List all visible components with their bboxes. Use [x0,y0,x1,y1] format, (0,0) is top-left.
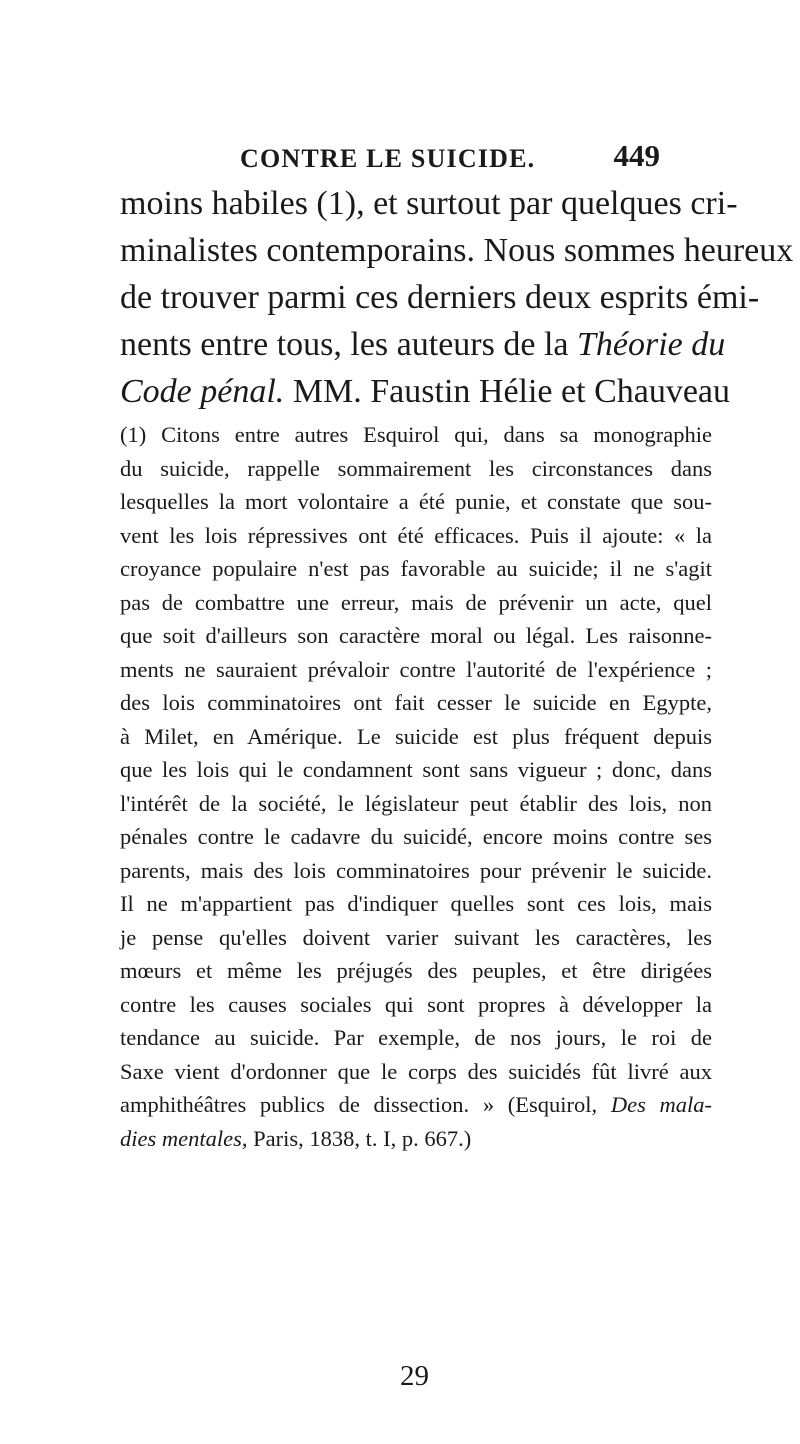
text-fragment: amphithéâtres publics de dissection. » (Esquirol, [120,1092,598,1117]
text-fragment: nents entre tous, les auteurs de la [120,326,569,363]
footnote-line: vent les lois répressives ont été efficaces. Puis il ajoute: « la [120,522,712,548]
text-line [120,368,731,415]
footnote-line: l'intérêt de la société, le législateur peut établir des lois, non [120,790,712,816]
italic-title: Code pénal. [120,373,285,410]
page-number: 449 [613,138,660,173]
footnote-line: parents, mais des lois comminatoires pour prévenir le suicide. [120,857,712,883]
italic-title: Théorie du [576,326,726,363]
running-title: CONTRE LE SUICIDE. [240,144,536,173]
text-line [120,321,726,368]
text-line: moins habiles (1), et surtout par quelques cri- [120,185,738,222]
footnote-line: tendance au suicide. Par exemple, de nos jours, le roi de [120,1025,712,1050]
footnote-line: pas de combattre une erreur, mais de prévenir un acte, quel [120,589,712,615]
footnote-line: des lois comminatoires ont fait cesser le suicide en Egypte, [120,690,712,715]
page-header [140,138,660,182]
footnote-line: croyance populaire n'est pas favorable au suicide; il ne s'agit [120,556,712,581]
footnote-line: pénales contre le cadavre du suicidé, encore moins contre ses [120,824,712,849]
reference-title: Des mala- [610,1092,713,1117]
main-text [120,180,794,415]
footnote-line: Il ne m'appartient pas d'indiquer quelles sont ces lois, mais [120,891,712,916]
footnote-line: Saxe vient d'ordonner que le corps des suicidés fût livré aux [120,1058,712,1084]
footnote-line: que les lois qui le condamnent sont sans vigueur ; donc, dans [120,757,712,782]
footnote-line: ments ne sauraient prévaloir contre l'autorité de l'expérience ; [120,656,712,682]
footnote-line: je pense qu'elles doivent varier suivant les caractères, les [120,924,712,950]
signature-mark: 29 [400,1360,429,1392]
footnote-line: que soit d'ailleurs son caractère moral ou légal. Les raisonne- [120,623,712,648]
text-line: de trouver parmi ces derniers deux esprits émi- [120,279,760,316]
reference-title: dies mentales [120,1125,242,1151]
footnote-line [120,1122,712,1156]
footnote-line [120,1088,712,1122]
footnote-line: du suicide, rappelle sommairement les circonstances dans [120,455,712,481]
footnote-line: lesquelles la mort volontaire a été punie, et constate que sou- [120,489,712,514]
footnote-line: (1) Citons entre autres Esquirol qui, dans sa monographie [120,422,712,447]
text-line: minalistes contemporains. Nous sommes heureux [120,232,794,269]
footnote-line: à Milet, en Amérique. Le suicide est plus fréquent depuis [120,723,712,749]
footnote [120,418,712,1155]
footnote-line: mœurs et même les préjugés des peuples, et être dirigées [120,958,712,983]
footnote-line: contre les causes sociales qui sont propres à développer la [120,991,712,1017]
reference-tail: , Paris, 1838, t. I, p. 667.) [241,1125,472,1151]
text-fragment: MM. Faustin Hélie et Chauveau [292,373,731,410]
